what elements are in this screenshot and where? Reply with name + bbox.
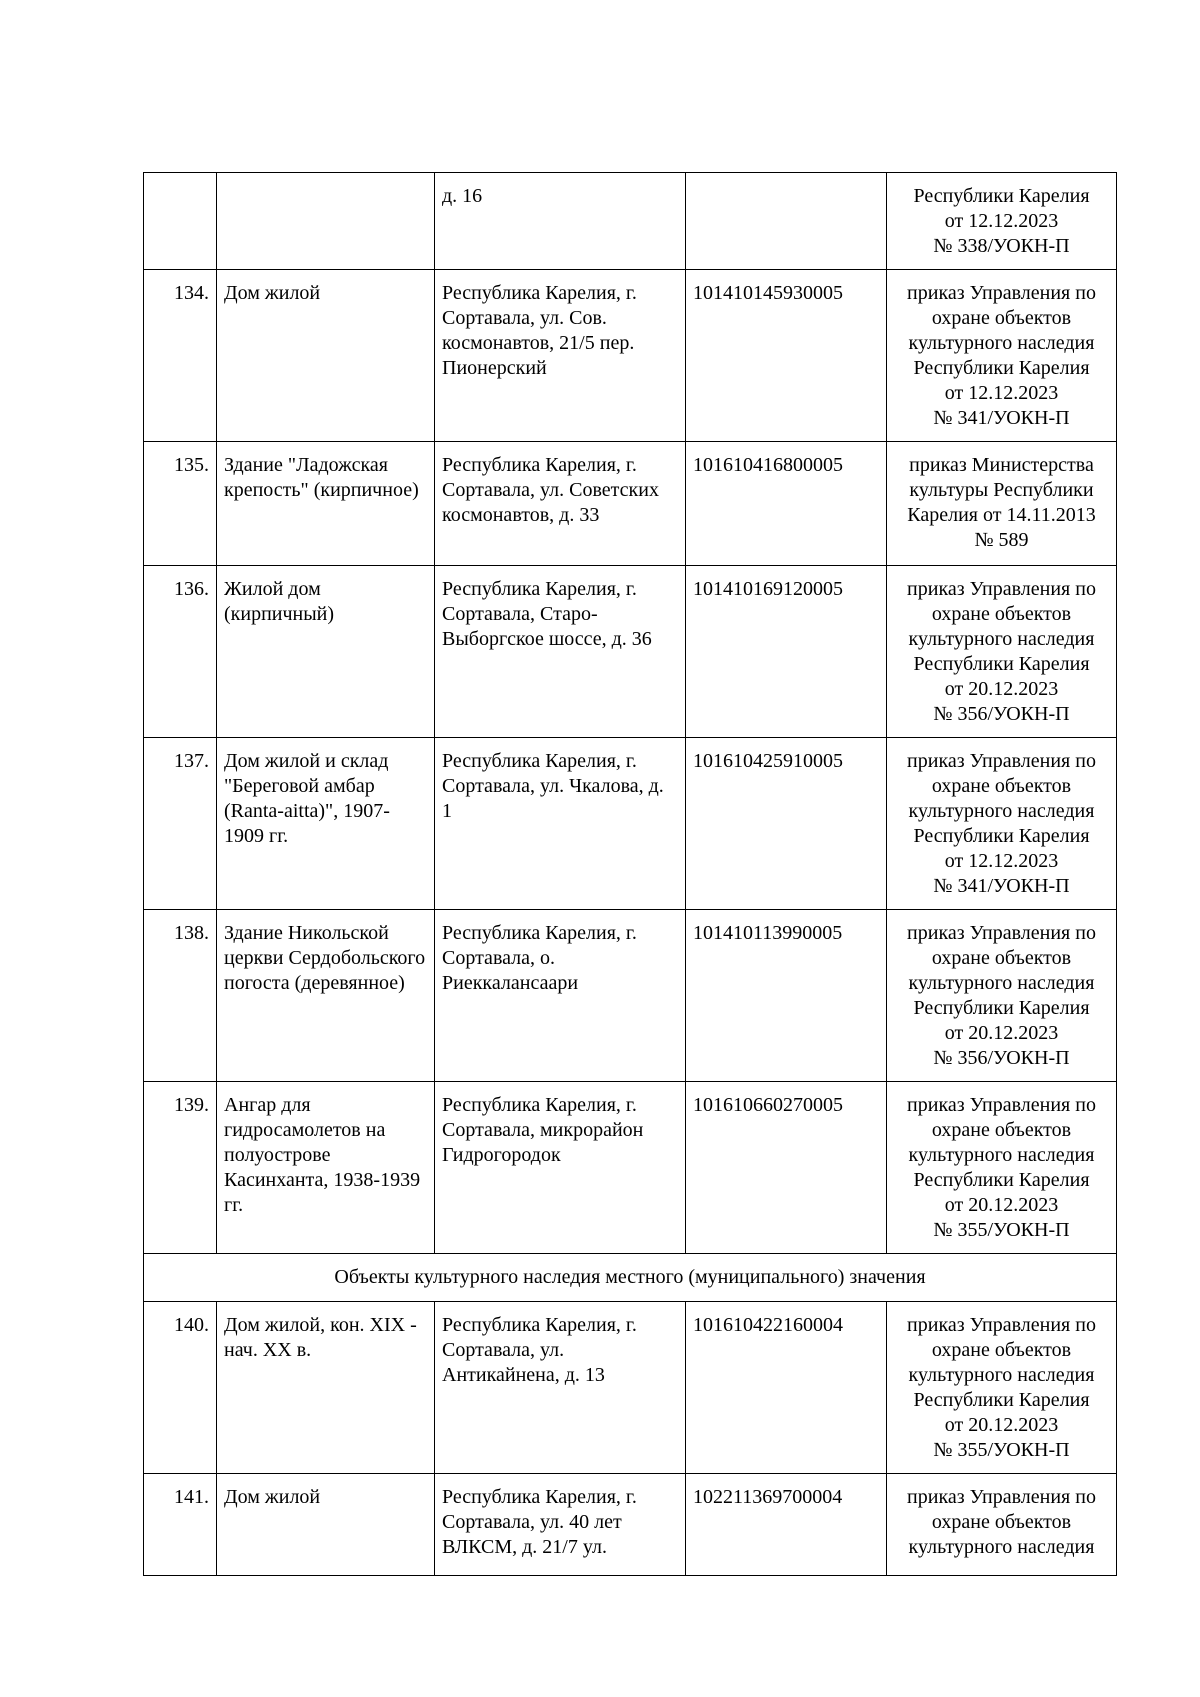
- document-line: № 355/УОКН-П: [933, 1219, 1070, 1241]
- table-row: [144, 1474, 1117, 1576]
- document-line: Республики Карелия: [913, 1169, 1090, 1191]
- document-line: № 341/УОКН-П: [933, 407, 1070, 429]
- object-address: Республика Карелия, г. Сортавала, Старо-Выборгское шоссе, д. 36: [435, 566, 686, 738]
- document-line: Республики Карелия: [913, 825, 1090, 847]
- object-name: Ангар для гидросамолетов на полуострове Касинханта, 1938-1939 гг.: [217, 1082, 435, 1254]
- document-line: от 12.12.2023: [944, 210, 1059, 232]
- table-body: [144, 173, 1117, 1576]
- document-line: № 338/УОКН-П: [933, 235, 1070, 257]
- row-number: 138.: [144, 910, 217, 1082]
- document-line: от 20.12.2023: [944, 678, 1059, 700]
- object-address: Республика Карелия, г. Сортавала, о. Риеккалансаари: [435, 910, 686, 1082]
- object-address: Республика Карелия, г. Сортавала, ул. Советских космонавтов, д. 33: [435, 442, 686, 566]
- document-line: приказ Управления по: [907, 750, 1096, 772]
- table-row: [144, 1302, 1117, 1474]
- registry-number: 101410113990005: [686, 910, 887, 1082]
- document-line: № 356/УОКН-П: [933, 1047, 1070, 1069]
- document-line: культурного наследия: [908, 972, 1095, 994]
- registry-number: 101610660270005: [686, 1082, 887, 1254]
- registry-number: 101610422160004: [686, 1302, 887, 1474]
- document-line: охране объектов: [931, 1339, 1072, 1361]
- document-line: охране объектов: [931, 775, 1072, 797]
- row-number: 141.: [144, 1474, 217, 1576]
- row-number: 140.: [144, 1302, 217, 1474]
- object-address: Республика Карелия, г. Сортавала, ул. 40 лет ВЛКСМ, д. 21/7 ул.: [435, 1474, 686, 1576]
- document-line: № 356/УОКН-П: [933, 703, 1070, 725]
- row-number: 139.: [144, 1082, 217, 1254]
- document-line: культурного наследия: [908, 332, 1095, 354]
- document-line: культуры Республики: [909, 479, 1094, 501]
- protection-document: [887, 1302, 1117, 1474]
- object-name: Дом жилой и склад "Береговой амбар (Ranta-aitta)", 1907-1909 гг.: [217, 738, 435, 910]
- object-name: Дом жилой: [217, 270, 435, 442]
- document-line: от 20.12.2023: [944, 1194, 1059, 1216]
- document-line: охране объектов: [931, 947, 1072, 969]
- document-line: Республики Карелия: [913, 997, 1090, 1019]
- section-heading: Объекты культурного наследия местного (муниципального) значения: [144, 1254, 1117, 1302]
- document-line: приказ Управления по: [907, 1094, 1096, 1116]
- document-line: № 355/УОКН-П: [933, 1439, 1070, 1461]
- row-number: 135.: [144, 442, 217, 566]
- registry-number: 101410145930005: [686, 270, 887, 442]
- table-row: [144, 910, 1117, 1082]
- protection-document: [887, 1082, 1117, 1254]
- protection-document: [887, 738, 1117, 910]
- table-row: [144, 738, 1117, 910]
- document-line: Республики Карелия: [913, 653, 1090, 675]
- protection-document: [887, 442, 1117, 566]
- section-heading-row: [144, 1254, 1117, 1302]
- document-line: охране объектов: [931, 603, 1072, 625]
- document-line: охране объектов: [931, 1511, 1072, 1533]
- document-line: приказ Управления по: [907, 1486, 1096, 1508]
- table-row: [144, 566, 1117, 738]
- object-name: [217, 173, 435, 270]
- document-line: приказ Министерства: [909, 454, 1094, 476]
- document-line: охране объектов: [931, 307, 1072, 329]
- object-name: Дом жилой, кон. XIX - нач. XX в.: [217, 1302, 435, 1474]
- object-address: Республика Карелия, г. Сортавала, микрорайон Гидрогородок: [435, 1082, 686, 1254]
- document-line: приказ Управления по: [907, 1314, 1096, 1336]
- object-address: Республика Карелия, г. Сортавала, ул. Антикайнена, д. 13: [435, 1302, 686, 1474]
- object-name: Здание "Ладожская крепость" (кирпичное): [217, 442, 435, 566]
- object-address: Республика Карелия, г. Сортавала, ул. Чкалова, д. 1: [435, 738, 686, 910]
- document-line: культурного наследия: [908, 1144, 1095, 1166]
- object-address: д. 16: [435, 173, 686, 270]
- document-line: культурного наследия: [908, 1536, 1095, 1558]
- document-line: № 589: [974, 529, 1029, 551]
- protection-document: [887, 566, 1117, 738]
- document-line: охране объектов: [931, 1119, 1072, 1141]
- document-line: от 20.12.2023: [944, 1022, 1059, 1044]
- document-line: Карелия от 14.11.2013: [907, 504, 1096, 526]
- object-name: Здание Никольской церкви Сердобольского погоста (деревянное): [217, 910, 435, 1082]
- protection-document: [887, 1474, 1117, 1576]
- row-number: 134.: [144, 270, 217, 442]
- document-line: приказ Управления по: [907, 578, 1096, 600]
- document-line: культурного наследия: [908, 1364, 1095, 1386]
- row-number: [144, 173, 217, 270]
- registry-number: 101410169120005: [686, 566, 887, 738]
- heritage-objects-table: [143, 172, 1117, 1576]
- registry-number: 101610416800005: [686, 442, 887, 566]
- document-line: культурного наследия: [908, 800, 1095, 822]
- document-line: № 341/УОКН-П: [933, 875, 1070, 897]
- object-name: Жилой дом (кирпичный): [217, 566, 435, 738]
- document-line: от 12.12.2023: [944, 850, 1059, 872]
- registry-number: 101610425910005: [686, 738, 887, 910]
- registry-number: 102211369700004: [686, 1474, 887, 1576]
- document-line: приказ Управления по: [907, 922, 1096, 944]
- document-line: Республики Карелия: [913, 185, 1090, 207]
- table-row: [144, 442, 1117, 566]
- table-row: [144, 1082, 1117, 1254]
- document-line: культурного наследия: [908, 628, 1095, 650]
- protection-document: [887, 910, 1117, 1082]
- document-line: от 20.12.2023: [944, 1414, 1059, 1436]
- document-line: Республики Карелия: [913, 1389, 1090, 1411]
- document-line: приказ Управления по: [907, 282, 1096, 304]
- document-line: от 12.12.2023: [944, 382, 1059, 404]
- protection-document: [887, 173, 1117, 270]
- table-row: [144, 173, 1117, 270]
- protection-document: [887, 270, 1117, 442]
- row-number: 136.: [144, 566, 217, 738]
- object-address: Республика Карелия, г. Сортавала, ул. Сов. космонавтов, 21/5 пер. Пионерский: [435, 270, 686, 442]
- registry-number: [686, 173, 887, 270]
- table-row: [144, 270, 1117, 442]
- object-name: Дом жилой: [217, 1474, 435, 1576]
- document-line: Республики Карелия: [913, 357, 1090, 379]
- row-number: 137.: [144, 738, 217, 910]
